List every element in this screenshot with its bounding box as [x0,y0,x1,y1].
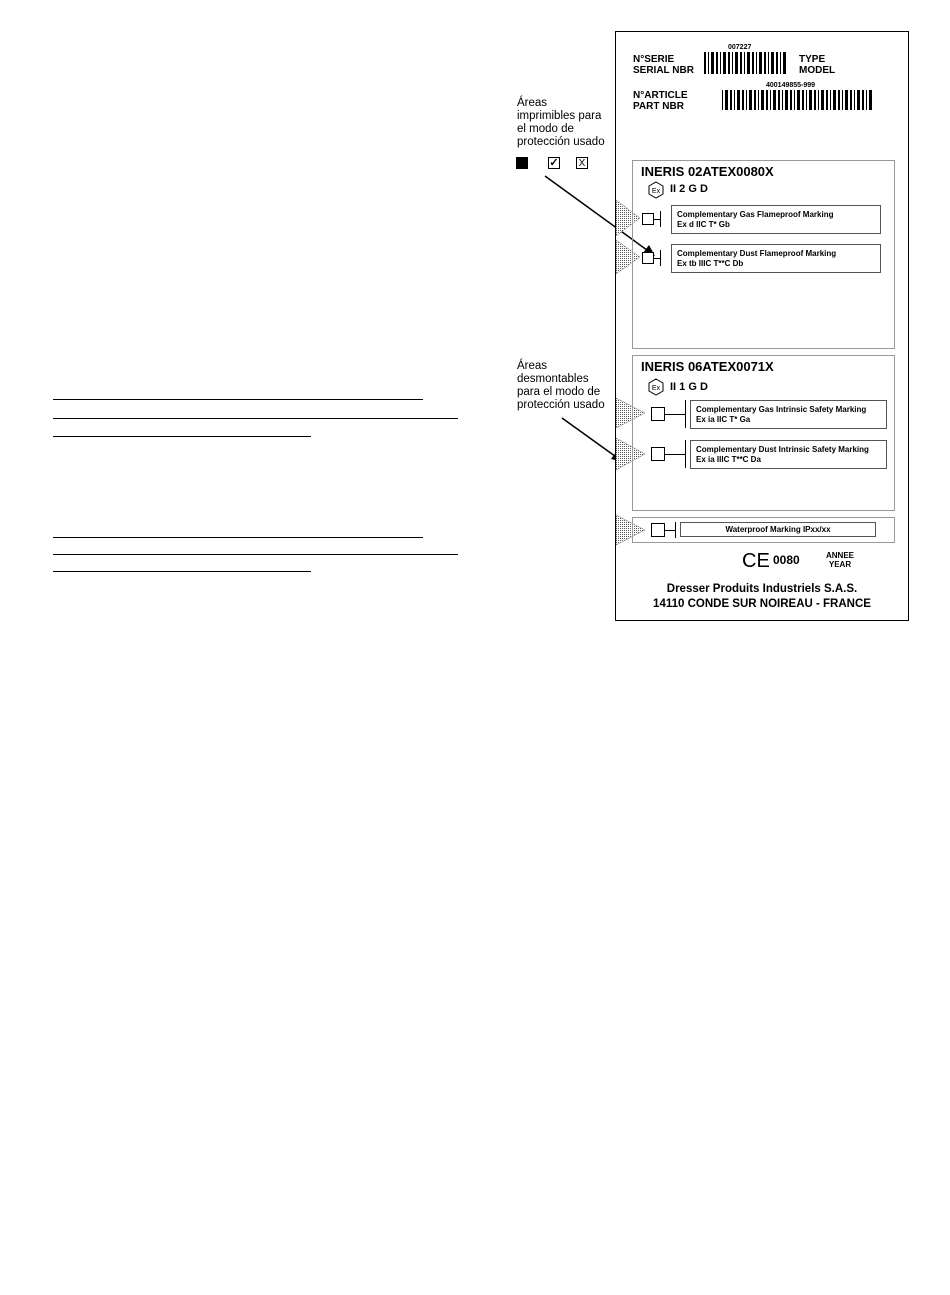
article-barcode [722,90,872,110]
connector-line [675,522,676,538]
type-label: TYPE MODEL [799,54,836,76]
barcode-bar [740,52,742,74]
barcode-bar [749,90,752,110]
connector-line [665,530,675,531]
barcode-bar [744,52,745,74]
connector-line [660,211,661,227]
company-name: Dresser Produits Industriels S.A.S. [666,583,858,595]
barcode-bar [770,90,771,110]
waterproof-section [632,517,895,543]
barcode-bar [758,90,759,110]
barcode-bar [722,90,723,110]
barcode-bar [782,90,783,110]
barcode-bar [814,90,816,110]
svg-text:Ex: Ex [651,385,661,392]
barcode-bar [720,52,721,74]
gas-marking-box: Complementary Gas Flameproof Marking Ex d IIC T* Gb [671,205,881,234]
barcode-bar [794,90,795,110]
barcode-bar [783,52,786,74]
gas-marking-box: Complementary Gas Intrinsic Safety Marking Ex ia IIC T* Ga [690,400,887,429]
certificate-section-flameproof [632,160,895,349]
ex-hexagon-icon [647,378,665,396]
barcode-bar [742,90,744,110]
barcode-bar [756,52,757,74]
dust-marking-box: Complementary Dust Flameproof Marking Ex tb IIIC T**C Db [671,244,881,273]
removable-arrow-icon [562,418,623,462]
connector-line [685,440,686,468]
equipment-category: II 1 G D [670,381,708,393]
barcode-bar [838,90,840,110]
legend-x-icon: X [576,157,588,169]
connector-line [665,414,685,415]
notified-body-number: 0080 [773,553,800,567]
barcode-bar [826,90,828,110]
certificate-number: INERIS 06ATEX0071X [641,359,774,374]
certificate-number: INERIS 02ATEX0080X [641,164,774,179]
barcode-bar [737,90,740,110]
barcode-bar [785,90,788,110]
ce-mark-icon [742,550,774,570]
barcode-bar [797,90,800,110]
barcode-bar [806,90,807,110]
barcode-bar [809,90,812,110]
barcode-bar [773,90,776,110]
barcode-bar [728,52,730,74]
barcode-bar [704,52,706,74]
nameplate [615,31,909,621]
connector-line [685,400,686,428]
barcode-bar [716,52,718,74]
barcode-bar [764,52,766,74]
waterproof-marking: Waterproof Marking IPxx/xx [680,522,876,537]
serial-number: 007227 [728,44,752,51]
svg-text:Ex: Ex [651,188,661,195]
barcode-bar [778,90,780,110]
barcode-bar [723,52,726,74]
barcode-bar [708,52,709,74]
barcode-bar [776,52,778,74]
barcode-bar [854,90,855,110]
barcode-bar [821,90,824,110]
certificate-section-intrinsic [632,355,895,511]
connector-line [665,454,685,455]
barcode-bar [869,90,872,110]
barcode-bar [754,90,756,110]
barcode-bar [732,52,733,74]
barcode-bar [761,90,764,110]
barcode-bar [845,90,848,110]
year-label: ANNEE YEAR [825,551,854,569]
gas-checkbox[interactable] [651,407,665,421]
barcode-bar [766,90,768,110]
serial-label: N°SERIE SERIAL NBR [633,54,694,76]
equipment-category: II 2 G D [670,183,708,195]
gas-checkbox[interactable] [642,213,654,225]
barcode-bar [771,52,774,74]
barcode-bar [759,52,762,74]
barcode-bar [730,90,732,110]
barcode-bar [780,52,781,74]
dust-checkbox[interactable] [642,252,654,264]
waterproof-checkbox[interactable] [651,523,665,537]
svg-text:CE: CE [742,550,770,570]
barcode-bar [818,90,819,110]
barcode-bar [746,90,747,110]
barcode-bar [768,52,769,74]
connector-line [660,250,661,266]
barcode-bar [725,90,728,110]
serial-barcode [704,52,788,74]
barcode-bar [850,90,852,110]
removable-areas-callout: Áreas desmontables para el modo de protección usado [517,360,605,411]
ex-hexagon-icon [647,181,665,199]
barcode-bar [735,52,738,74]
barcode-bar [830,90,831,110]
barcode-bar [734,90,735,110]
barcode-bar [790,90,792,110]
barcode-bar [866,90,867,110]
barcode-bar [833,90,836,110]
company-address: 14110 CONDE SUR NOIREAU - FRANCE [653,598,871,610]
barcode-bar [752,52,754,74]
dust-checkbox[interactable] [651,447,665,461]
barcode-bar [711,52,714,74]
barcode-bar [802,90,804,110]
legend-check-icon: ✓ [549,157,559,169]
dust-marking-box: Complementary Dust Intrinsic Safety Marking Ex ia IIIC T**C Da [690,440,887,469]
barcode-bar [862,90,864,110]
article-label: N°ARTICLE PART NBR [633,90,688,112]
manufacturer-address [616,582,908,612]
barcode-bar [857,90,860,110]
barcode-bar [842,90,843,110]
barcode-bar [747,52,750,74]
article-number: 400149855-999 [766,82,816,89]
printable-areas-callout: Áreas imprimibles para el modo de protección usado [517,97,605,148]
